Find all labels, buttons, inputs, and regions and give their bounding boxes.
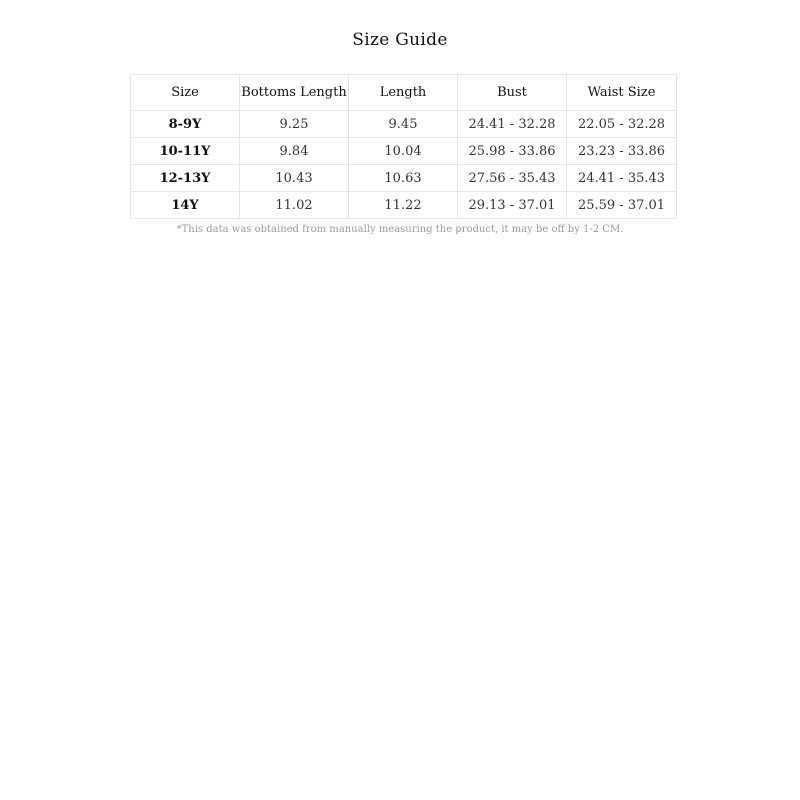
page-title: Size Guide <box>352 30 448 50</box>
column-header-bust: Bust <box>458 75 567 111</box>
bust-cell: 29.13 - 37.01 <box>458 192 567 219</box>
length-cell: 10.04 <box>349 138 458 165</box>
bust-cell: 27.56 - 35.43 <box>458 165 567 192</box>
column-header-bottoms-length: Bottoms Length <box>240 75 349 111</box>
table-row <box>131 192 677 219</box>
bottoms-length-cell: 9.84 <box>240 138 349 165</box>
size-cell: 12-13Y <box>131 165 240 192</box>
waist-size-cell: 24.41 - 35.43 <box>567 165 677 192</box>
bust-cell: 24.41 - 32.28 <box>458 111 567 138</box>
size-table <box>130 74 677 219</box>
waist-size-cell: 22.05 - 32.28 <box>567 111 677 138</box>
measurement-note: *This data was obtained from manually measuring the product, it may be off by 1-2 CM. <box>176 224 624 235</box>
table-header-row <box>131 75 677 111</box>
table-row <box>131 111 677 138</box>
waist-size-cell: 23.23 - 33.86 <box>567 138 677 165</box>
table-row <box>131 138 677 165</box>
length-cell: 10.63 <box>349 165 458 192</box>
bottoms-length-cell: 11.02 <box>240 192 349 219</box>
length-cell: 11.22 <box>349 192 458 219</box>
size-cell: 14Y <box>131 192 240 219</box>
table-row <box>131 165 677 192</box>
bottoms-length-cell: 10.43 <box>240 165 349 192</box>
waist-size-cell: 25.59 - 37.01 <box>567 192 677 219</box>
bottoms-length-cell: 9.25 <box>240 111 349 138</box>
column-header-size: Size <box>131 75 240 111</box>
column-header-length: Length <box>349 75 458 111</box>
size-cell: 8-9Y <box>131 111 240 138</box>
column-header-waist-size: Waist Size <box>567 75 677 111</box>
size-cell: 10-11Y <box>131 138 240 165</box>
length-cell: 9.45 <box>349 111 458 138</box>
bust-cell: 25.98 - 33.86 <box>458 138 567 165</box>
